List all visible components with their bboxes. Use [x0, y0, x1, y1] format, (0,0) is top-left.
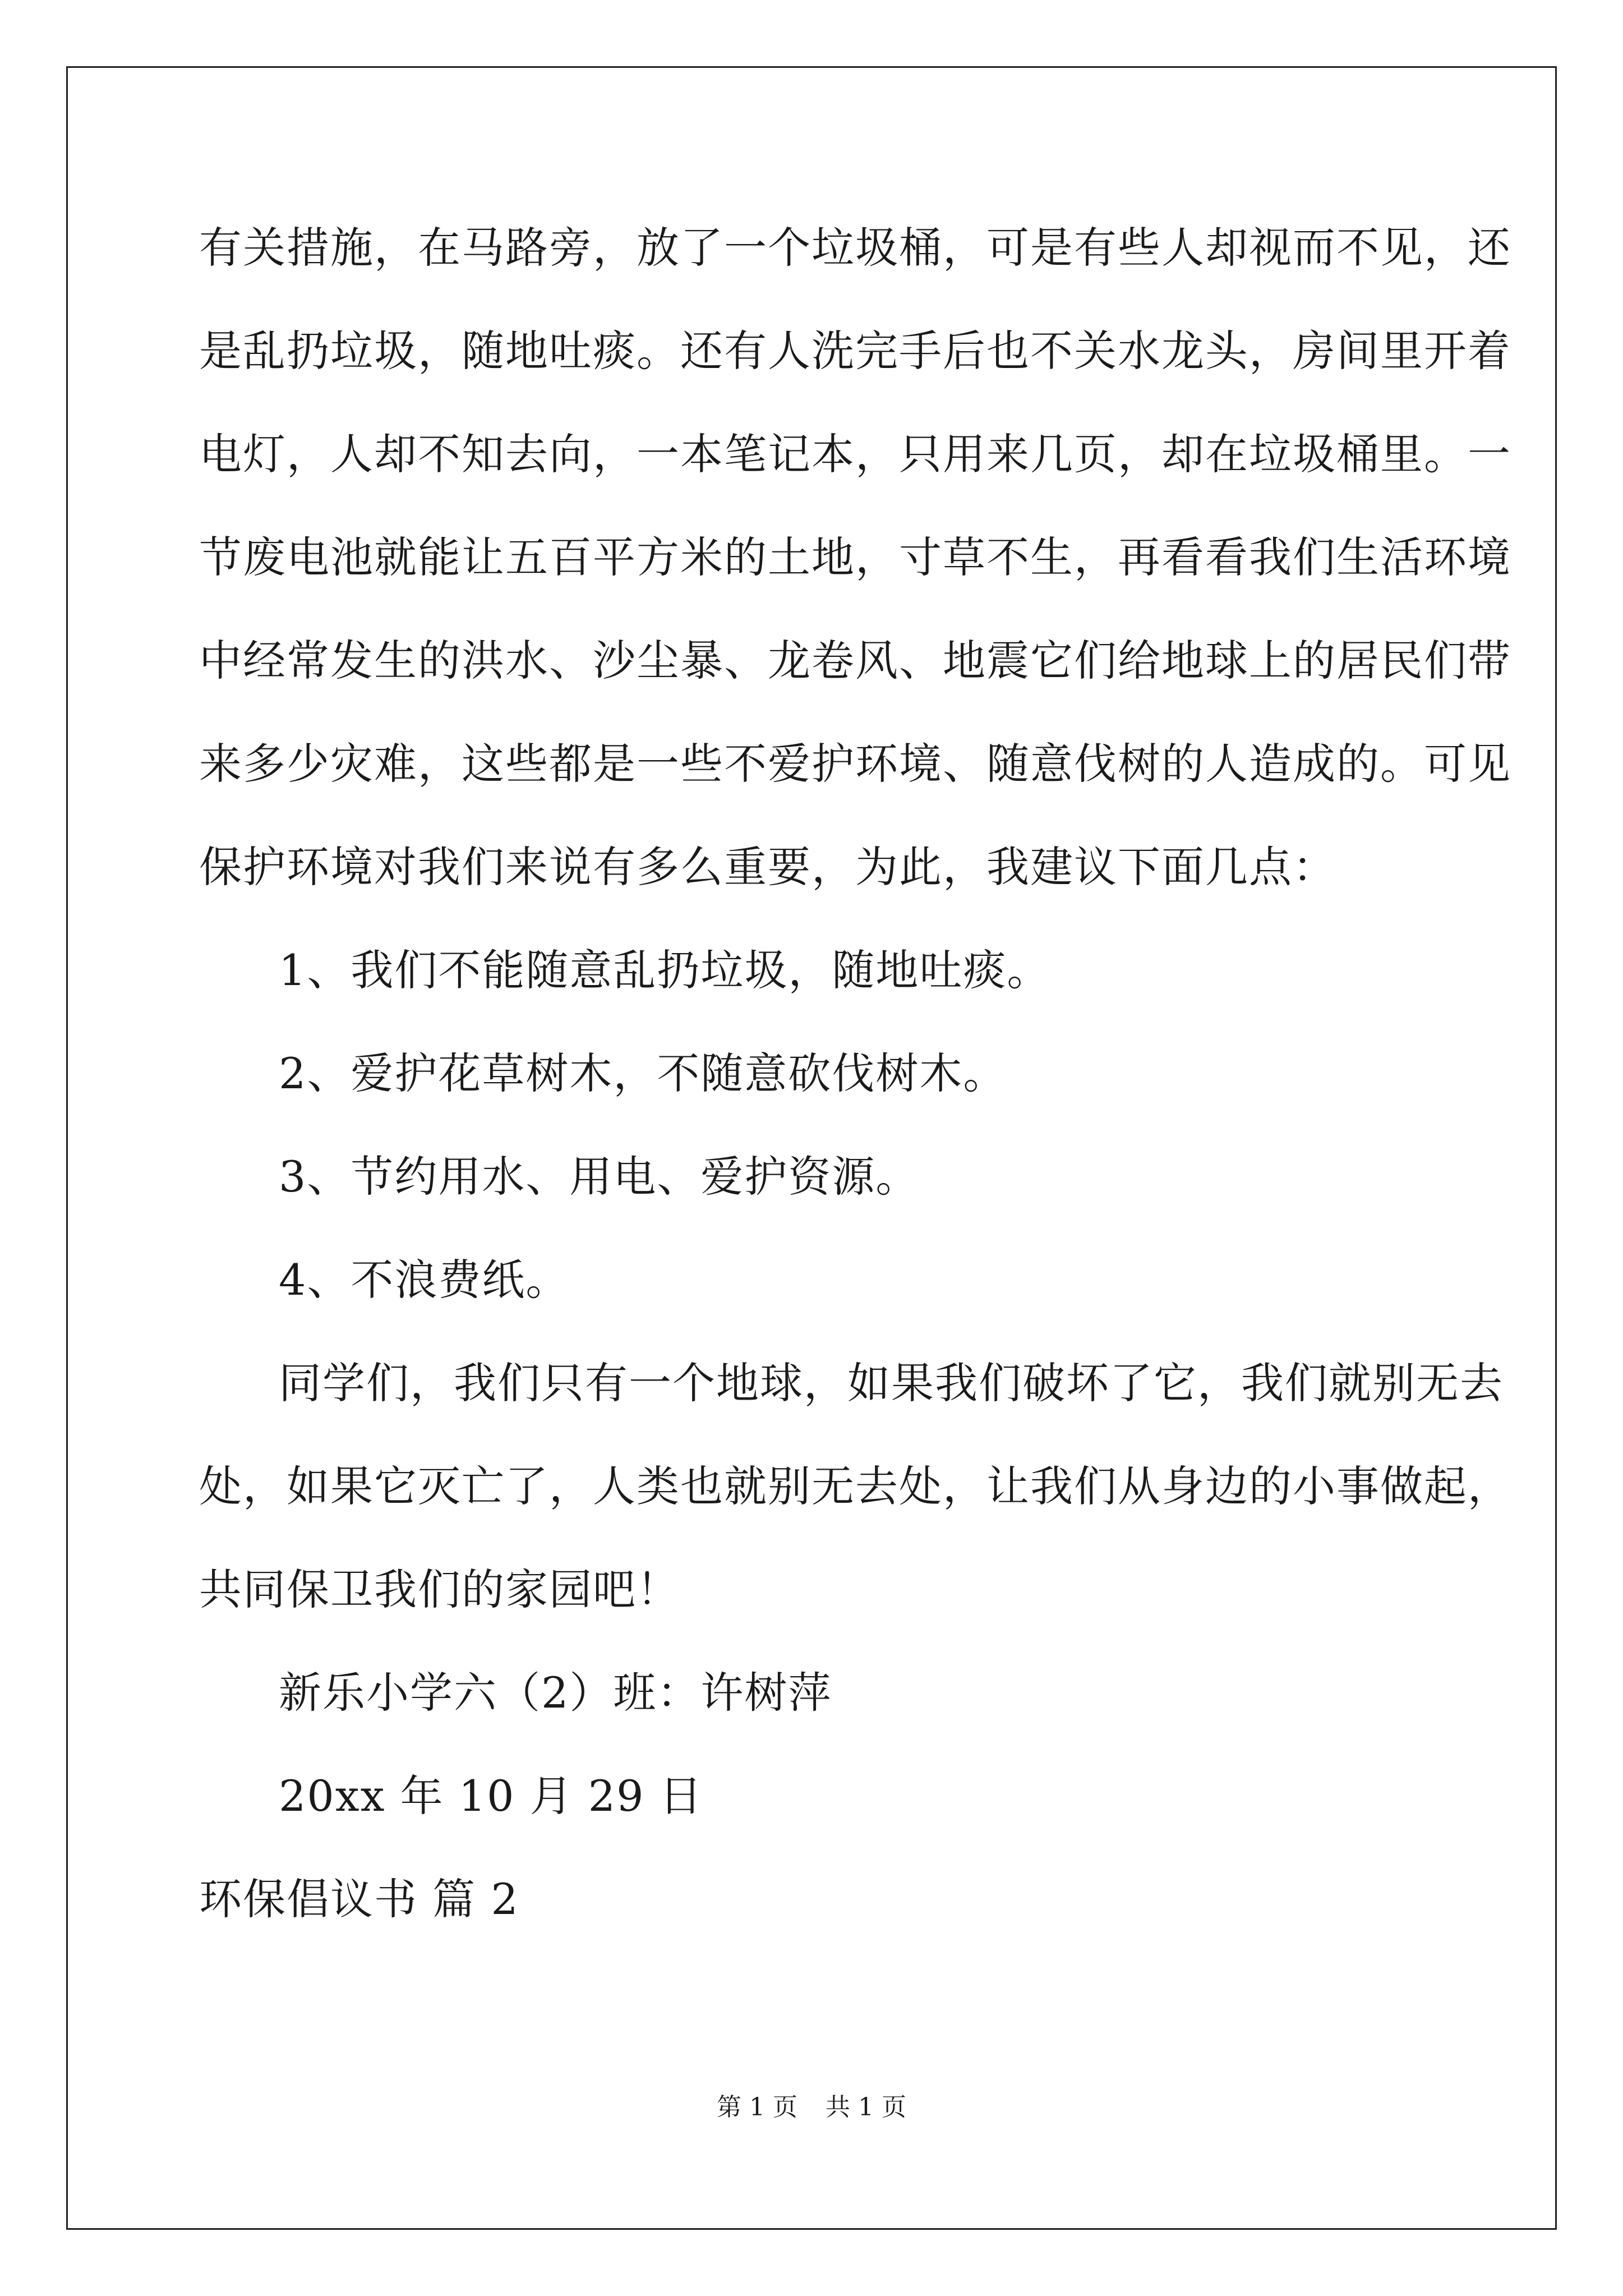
- page-total: 共 1 页: [826, 2093, 906, 2122]
- list-item: 1、我们不能随意乱扔垃圾，随地吐痰。: [279, 945, 1051, 995]
- section-heading: 环保倡议书 篇 2: [199, 1874, 519, 1924]
- paragraph-line: 电灯，人却不知去向，一本笔记本，只用来几页，却在垃圾桶里。一: [199, 429, 1511, 479]
- list-item: 3、节约用水、用电、爱护资源。: [279, 1152, 920, 1202]
- signature-line: 新乐小学六（2）班：许树萍: [279, 1668, 832, 1718]
- document-body: [199, 196, 1511, 1951]
- paragraph-line: 处，如果它灭亡了，人类也就别无去处，让我们从身边的小事做起，: [199, 1461, 1511, 1511]
- page-footer: [0, 2087, 1623, 2123]
- paragraph-line: 节废电池就能让五百平方米的土地，寸草不生，再看看我们生活环境: [199, 532, 1511, 582]
- paragraph-line: 有关措施，在马路旁，放了一个垃圾桶，可是有些人却视而不见，还: [199, 223, 1511, 273]
- paragraph-line: 是乱扔垃圾，随地吐痰。还有人洗完手后也不关水龙头，房间里开着: [199, 326, 1511, 376]
- paragraph-line: 中经常发生的洪水、沙尘暴、龙卷风、地震它们给地球上的居民们带: [199, 636, 1511, 685]
- list-item: 4、不浪费纸。: [279, 1255, 570, 1305]
- list-item: 2、爱护花草树木，不随意砍伐树木。: [279, 1048, 1007, 1098]
- paragraph-line: 来多少灾难，这些都是一些不爱护环境、随意伐树的人造成的。可见: [199, 739, 1511, 789]
- paragraph-line: 保护环境对我们来说有多么重要，为此，我建议下面几点：: [199, 842, 1336, 892]
- page-number: 第 1 页: [717, 2093, 797, 2122]
- paragraph-line: 同学们，我们只有一个地球，如果我们破坏了它，我们就别无去: [279, 1358, 1504, 1408]
- date-line: 20xx 年 10 月 29 日: [279, 1771, 703, 1821]
- paragraph-line: 共同保卫我们的家园吧！: [199, 1565, 680, 1614]
